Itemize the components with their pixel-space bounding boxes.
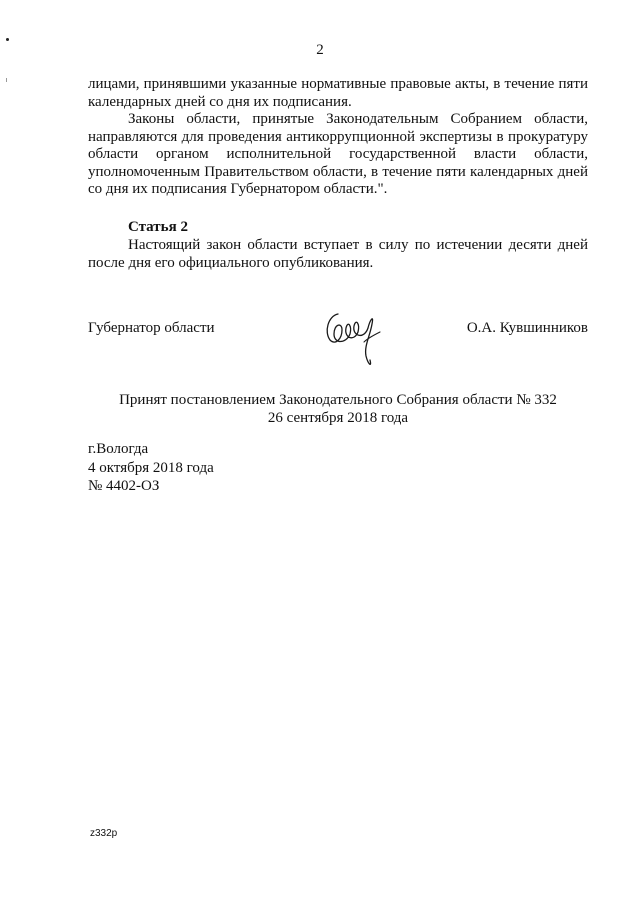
article-title: Статья 2 (128, 219, 188, 235)
paragraph: Законы области, принятые Законодательным Собранием области, направляются для проведения антикоррупционной экспертизы в прокуратуру области органом исполнительной государственной власти области, уполномоченным Правительством области, в течение пяти календарных дней со дня их подписания Губернатором области.". (88, 111, 588, 197)
scan-mark (6, 78, 7, 82)
adoption-line: Принят постановлением Законодательного Собрания области № 332 (119, 392, 557, 408)
document-body (88, 76, 588, 199)
signing-date: 4 октября 2018 года (88, 459, 214, 476)
signer-name: О.А. Кувшинников (466, 320, 588, 336)
article-text: Настоящий закон области вступает в силу по истечении десяти дней после дня его официального опубликования. (88, 237, 588, 271)
document-meta (88, 440, 214, 496)
page-number: 2 (316, 42, 324, 58)
law-number: № 4402-ОЗ (88, 478, 160, 494)
adoption-date: 26 сентября 2018 года (267, 410, 409, 426)
paragraph: лицами, принявшими указанные нормативные правовые акты, в течение пяти календарных дней со дня их подписания. (88, 76, 588, 110)
city: г.Вологда (88, 441, 149, 457)
adoption-note (88, 391, 588, 427)
handwritten-signature (320, 302, 386, 370)
scan-mark (6, 38, 9, 41)
footer-code: z332p (90, 828, 118, 839)
signer-position: Губернатор области (88, 320, 215, 336)
